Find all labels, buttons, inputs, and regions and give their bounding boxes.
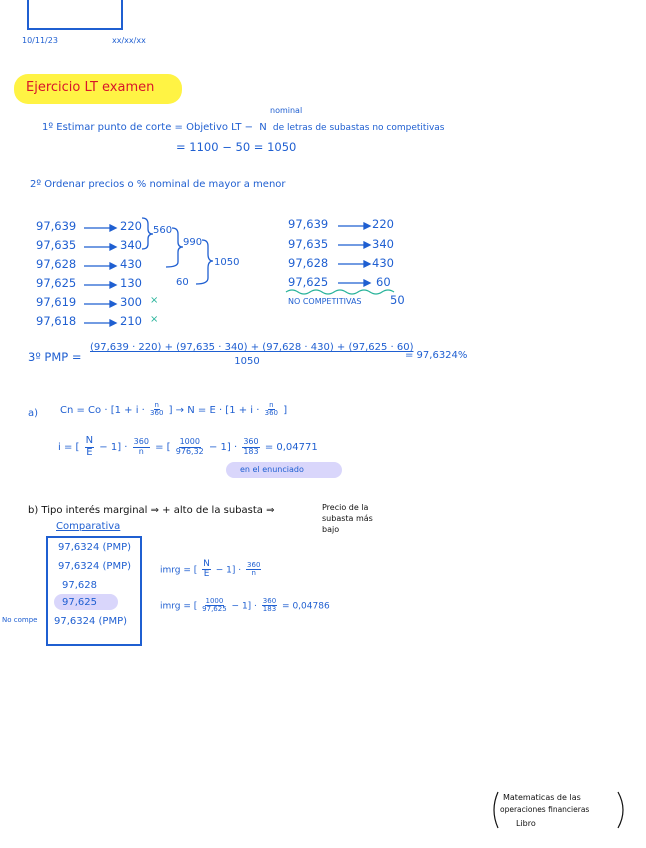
a-f1-mid: ] → N = E · [1 + i ·: [168, 404, 260, 416]
reject-mark-2: ×: [150, 314, 159, 325]
a-v-mid: − 1] ·: [208, 442, 238, 453]
no-compe-label: No compe: [2, 616, 38, 624]
box-item-1: 97,6324 (PMP): [58, 561, 132, 572]
sum-1050: 1050: [214, 257, 240, 268]
a-v-den2: 183: [243, 446, 259, 456]
left-qty-2: 430: [120, 257, 142, 271]
left-price-4: 97,619: [36, 295, 77, 309]
a-f1-num: n: [154, 401, 159, 409]
left-qty-1: 340: [120, 238, 142, 252]
left-arrows: [80, 216, 120, 336]
imrg1-den2: n: [251, 569, 256, 578]
imrg2-mid: − 1] ·: [231, 601, 257, 612]
a-v-frac: [176, 438, 204, 456]
imrg1-mid: − 1] ·: [215, 565, 242, 576]
right-qty-0: 220: [372, 217, 394, 231]
part-b-note-3: bajo: [322, 525, 340, 534]
a-i-frac2: [133, 438, 150, 456]
imrg1-num2: 360: [247, 561, 261, 570]
step1-result: = 1100 − 50 = 1050: [176, 140, 297, 154]
box-item-2: 97,628: [62, 580, 97, 591]
a-i-label: i = [: [58, 442, 80, 453]
a-v-num2: 360: [243, 437, 259, 447]
imrg2-num: 1000: [205, 597, 224, 605]
imrg2-label: imrg = [: [160, 601, 198, 612]
step3-fraction: [90, 342, 414, 367]
right-price-0: 97,639: [288, 217, 329, 231]
left-price-2: 97,628: [36, 257, 77, 271]
imrg2-frac2: [262, 598, 277, 614]
step3-numerator: (97,639 · 220) + (97,635 · 340) + (97,628 · 430) + (97,625 · 60): [90, 342, 414, 353]
imrg2-result: = 0,04786: [282, 601, 330, 612]
left-qty-5: 210: [120, 314, 142, 328]
left-price-0: 97,639: [36, 219, 77, 233]
part-b-label: b) Tipo interés marginal ⇒ + alto de la subasta ⇒: [28, 505, 275, 516]
step3-denominator: 1050: [234, 356, 260, 367]
a-f1-den: 360: [150, 409, 164, 418]
right-qty-2: 430: [372, 256, 394, 270]
step1-tail: de letras de subastas no competitivas: [272, 123, 445, 133]
box-item-3: 97,625: [62, 597, 97, 608]
part-a-note: en el enunciado: [240, 465, 304, 474]
sum-560: 560: [153, 225, 173, 236]
a-i-num2: 360: [133, 437, 149, 447]
step3-result: = 97,6324%: [405, 350, 468, 361]
comparativa-label: Comparativa: [56, 521, 121, 532]
wavy-underline: [284, 288, 404, 296]
footer-line-3: Libro: [516, 819, 536, 828]
imrg2-num2: 360: [262, 597, 277, 605]
a-i-num: N: [85, 435, 94, 446]
step1-label: 1º Estimar punto de corte = Objetivo LT −: [42, 122, 254, 133]
step1-line: [42, 122, 444, 133]
imrg-formula-2: [160, 598, 330, 614]
remainder-60: 60: [176, 277, 189, 288]
imrg1-frac: [202, 560, 211, 580]
right-arrows: [334, 214, 374, 294]
footer-line-2: operaciones financieras: [500, 805, 590, 814]
a-v-den: 976,32: [175, 446, 204, 456]
part-b-note-2: subasta más: [322, 514, 373, 523]
imrg1-num: N: [203, 559, 210, 569]
left-price-1: 97,635: [36, 238, 77, 252]
a-eq: = [: [155, 442, 171, 453]
imrg1-label: imrg = [: [160, 565, 198, 576]
right-price-3: 97,625: [288, 275, 329, 289]
a-f2-frac: [265, 402, 278, 418]
sum-990: 990: [183, 237, 203, 248]
a-v-num: 1000: [179, 437, 200, 447]
date-right: xx/xx/xx: [112, 36, 146, 45]
left-qty-3: 130: [120, 276, 142, 290]
date-left: 10/11/23: [22, 36, 58, 45]
left-price-3: 97,625: [36, 276, 77, 290]
right-qty-3: 60: [376, 275, 391, 289]
top-box-frame: [27, 0, 123, 30]
step1-n-symbol: N: [259, 122, 267, 133]
right-price-2: 97,628: [288, 256, 329, 270]
left-price-5: 97,618: [36, 314, 77, 328]
imrg-formula-1: [160, 560, 263, 580]
part-a-formula-1: [60, 402, 287, 418]
a-result: = 0,04771: [264, 442, 318, 453]
step2-label: 2º Ordenar precios o % nominal de mayor a menor: [30, 179, 286, 190]
imrg2-den2: 183: [262, 605, 277, 614]
right-qty-1: 340: [372, 237, 394, 251]
nominal-annotation: nominal: [270, 106, 303, 115]
left-qty-4: 300: [120, 295, 142, 309]
box-item-0: 97,6324 (PMP): [58, 542, 132, 553]
part-a-label: a): [28, 408, 39, 419]
no-competitivas-label: NO COMPETITIVAS: [288, 297, 362, 306]
right-price-1: 97,635: [288, 237, 329, 251]
a-i-den2: n: [138, 446, 144, 456]
a-i-den: E: [86, 446, 93, 458]
a-v-frac2: [242, 438, 259, 456]
reject-mark-1: ×: [150, 295, 159, 306]
imrg1-den: E: [203, 569, 210, 580]
a-i-mid: − 1] ·: [99, 442, 128, 453]
imrg2-frac: [202, 598, 227, 614]
box-item-4: 97,6324 (PMP): [54, 616, 128, 627]
footer-line-1: Matematicas de las: [503, 793, 581, 802]
step3-label: 3º PMP =: [28, 350, 82, 364]
part-b-note-1: Precio de la: [322, 503, 369, 512]
part-a-formula-2: [58, 436, 318, 458]
imrg1-frac2: [246, 562, 261, 578]
a-f1-end: ]: [283, 404, 288, 416]
a-f2-num: n: [269, 401, 274, 409]
page-title: Ejercicio LT examen: [26, 80, 155, 95]
no-competitivas-value: 50: [390, 293, 405, 307]
a-f2-den: 360: [264, 409, 279, 418]
a-f1-left: Cn = Co · [1 + i ·: [60, 404, 145, 416]
a-f1-frac: [150, 402, 163, 418]
left-qty-0: 220: [120, 219, 142, 233]
a-i-frac: [85, 436, 94, 458]
imrg2-den: 97,625: [202, 605, 227, 614]
